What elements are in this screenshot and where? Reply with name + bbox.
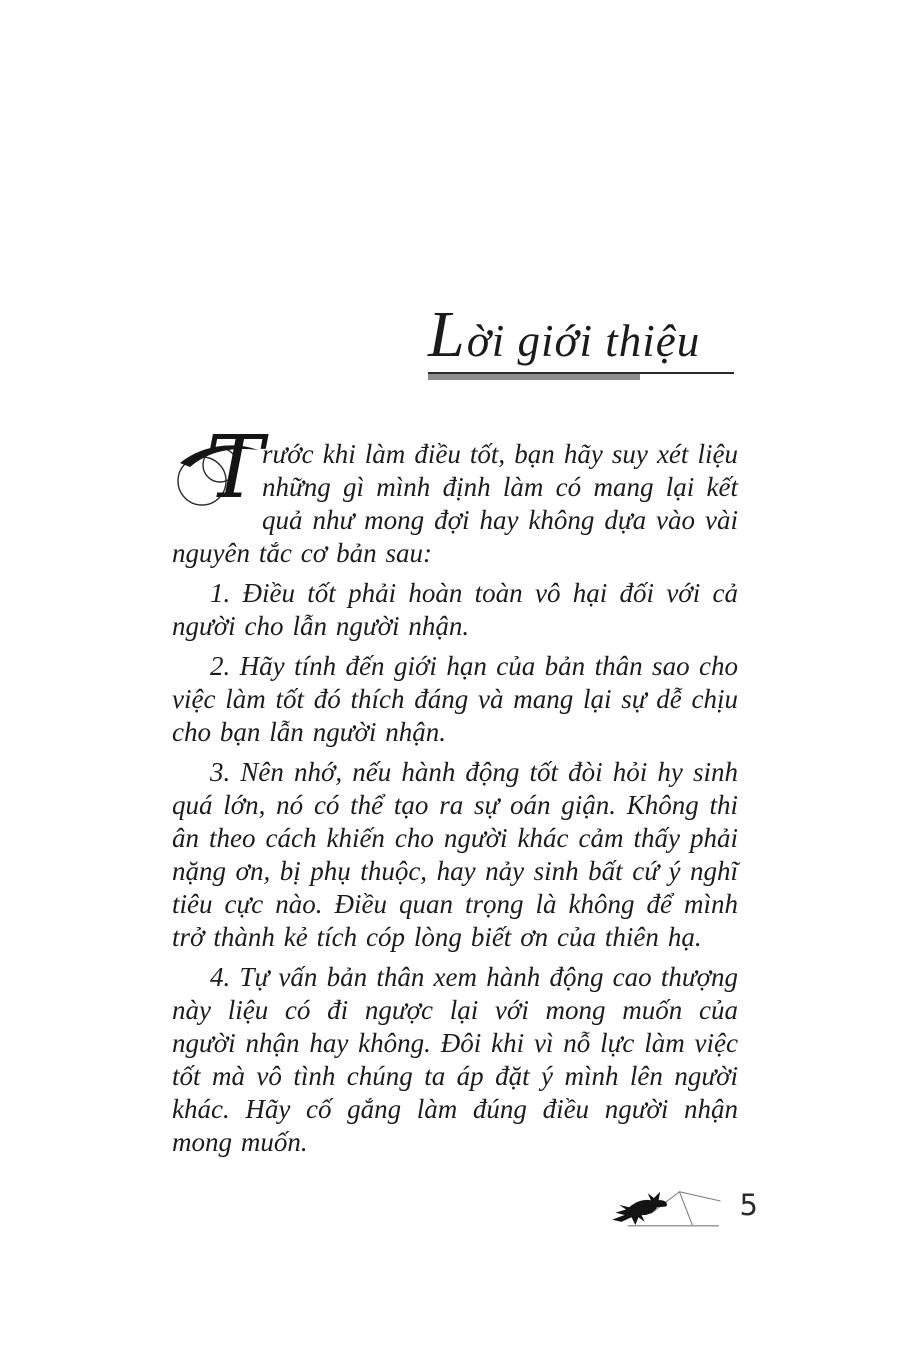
chapter-header bbox=[428, 298, 740, 380]
page-footer bbox=[606, 1180, 758, 1238]
rule-item-1: 1. Điều tốt phải hoàn toàn vô hại đối với cả người cho lẫn người nhận. bbox=[172, 578, 738, 641]
intro-paragraph-text: rước khi làm điều tốt, bạn hãy suy xét liệu những gì mình định làm có mang lại kết quả như mong đợi hay không dựa vào vài nguyên tắc cơ bản sau: bbox=[172, 439, 738, 568]
title-underline bbox=[428, 372, 740, 380]
body-text bbox=[172, 418, 738, 1166]
drop-cap-letter: T bbox=[206, 418, 264, 518]
bird-ornament-icon bbox=[606, 1180, 722, 1241]
chapter-title bbox=[428, 298, 740, 371]
rule-item-4: 4. Tự vấn bản thân xem hành động cao thượng này liệu có đi ngược lại với mong muốn của người nhận hay không. Đôi khi vì nỗ lực làm việc tốt mà vô tình chúng ta áp đặt ý mình lên người khác. Hãy cố gắng làm đúng điều người nhận mong muốn. bbox=[172, 962, 738, 1157]
page-number: 5 bbox=[739, 1188, 758, 1222]
intro-paragraph bbox=[172, 418, 738, 570]
title-underline-shadow-bar bbox=[428, 374, 640, 380]
drop-cap bbox=[176, 418, 264, 518]
chapter-title-text: ời giới thiệu bbox=[466, 316, 701, 366]
rule-item-3: 3. Nên nhớ, nếu hành động tốt đòi hỏi hy sinh quá lớn, nó có thể tạo ra sự oán giận. Không thi ân theo cách khiến cho người khác cảm thấy phải nặng ơn, bị phụ thuộc, hay nảy sinh bất cứ ý nghĩ tiêu cực nào. Điều quan trọng là không để mình trở thành kẻ tích cóp lòng biết ơn của thiên hạ. bbox=[172, 757, 738, 952]
title-swash-initial: L bbox=[428, 298, 466, 371]
rule-item-2: 2. Hãy tính đến giới hạn của bản thân sao cho việc làm tốt đó thích đáng và mang lại sự dễ chịu cho bạn lẫn người nhận. bbox=[172, 651, 738, 747]
